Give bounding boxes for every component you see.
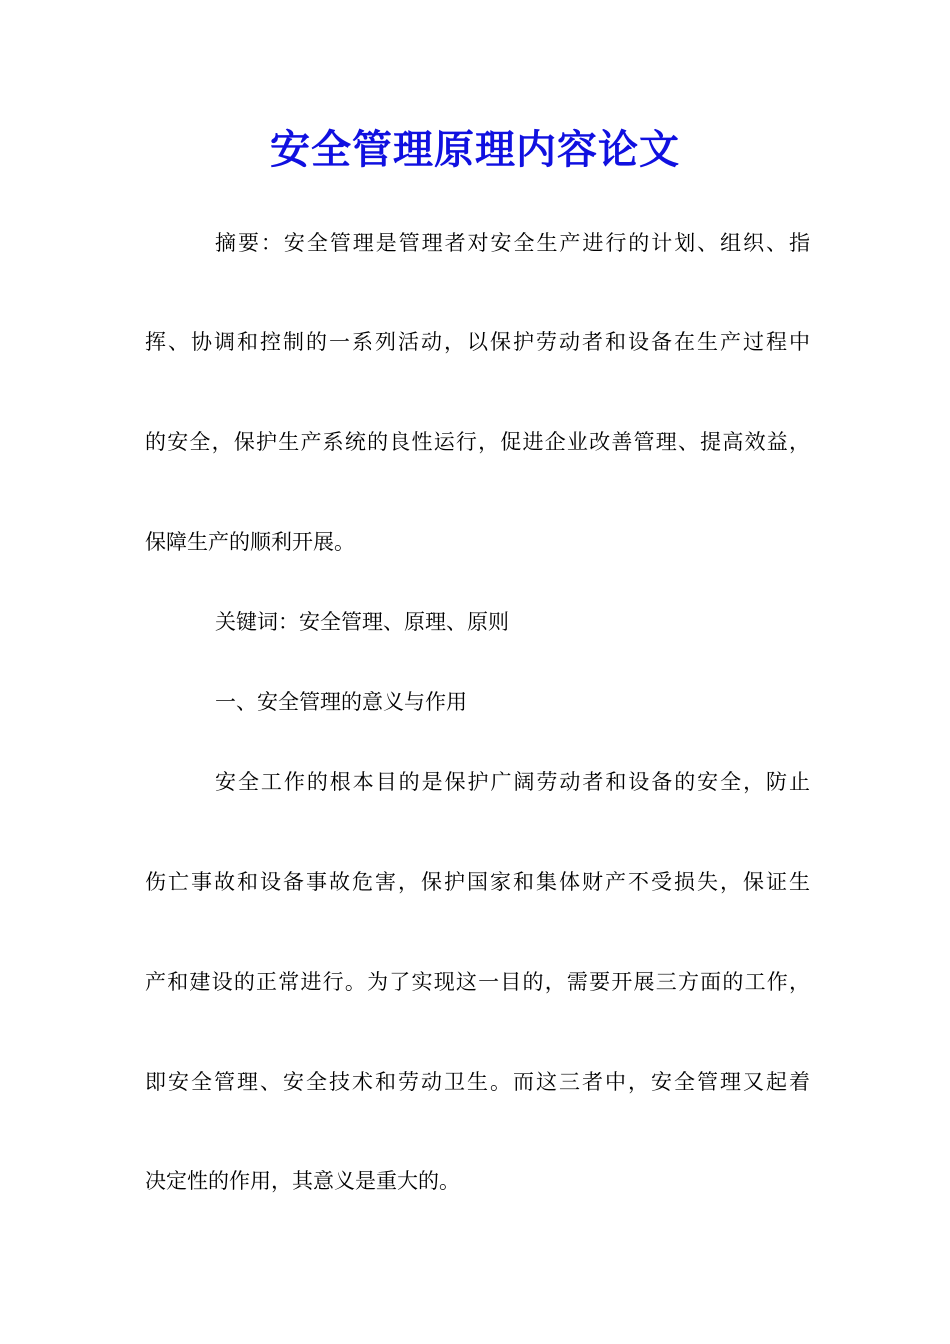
abstract-line-3: 的安全，保护生产系统的良性运行，促进企业改善管理、提高效益， (145, 430, 810, 454)
abstract-line-4: 保障生产的顺利开展。 (145, 530, 355, 554)
paragraph-line-4: 即安全管理、安全技术和劳动卫生。而这三者中，安全管理又起着 (145, 1070, 810, 1094)
abstract-line-2: 挥、协调和控制的一系列活动，以保护劳动者和设备在生产过程中 (145, 330, 810, 354)
section-heading: 一、安全管理的意义与作用 (215, 690, 467, 714)
paragraph-line-3: 产和建设的正常进行。为了实现这一目的，需要开展三方面的工作， (145, 970, 810, 994)
abstract-line-1: 摘要：安全管理是管理者对安全生产进行的计划、组织、指 (215, 231, 810, 255)
paragraph-line-2: 伤亡事故和设备事故危害，保护国家和集体财产不受损失，保证生 (145, 870, 810, 894)
document-title: 安全管理原理内容论文 (270, 126, 680, 173)
paragraph-line-1: 安全工作的根本目的是保护广阔劳动者和设备的安全，防止 (215, 770, 810, 794)
paragraph-line-5: 决定性的作用，其意义是重大的。 (145, 1169, 460, 1193)
keywords-line: 关键词：安全管理、原理、原则 (215, 610, 509, 634)
